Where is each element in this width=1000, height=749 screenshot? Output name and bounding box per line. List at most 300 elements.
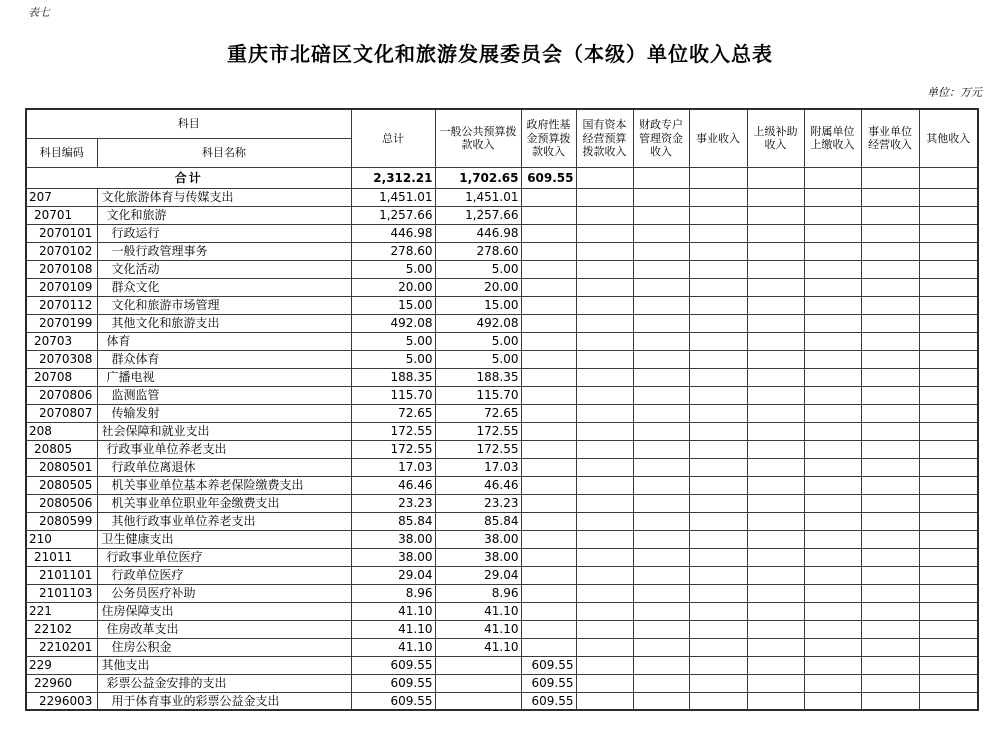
value-cell-col8 bbox=[861, 260, 919, 278]
value-cell-col4 bbox=[633, 167, 689, 188]
table-row bbox=[26, 494, 978, 512]
value-cell-col6 bbox=[747, 206, 804, 224]
table-row bbox=[26, 206, 978, 224]
value-cell-col4 bbox=[633, 296, 689, 314]
value-cell-col1: 172.55 bbox=[435, 440, 521, 458]
value-cell-col5 bbox=[689, 422, 747, 440]
value-cell-col1: 5.00 bbox=[435, 350, 521, 368]
value-cell-col8 bbox=[861, 404, 919, 422]
value-cell-col0: 609.55 bbox=[351, 656, 435, 674]
value-cell-col5 bbox=[689, 656, 747, 674]
value-cell-col3 bbox=[576, 440, 633, 458]
value-cell-col1: 15.00 bbox=[435, 296, 521, 314]
value-cell-col3 bbox=[576, 656, 633, 674]
value-cell-col5 bbox=[689, 458, 747, 476]
subject-code-cell: 2070101 bbox=[26, 224, 97, 242]
table-row bbox=[26, 530, 978, 548]
value-cell-col6 bbox=[747, 404, 804, 422]
value-cell-col0: 20.00 bbox=[351, 278, 435, 296]
value-cell-col5 bbox=[689, 188, 747, 206]
value-cell-col2 bbox=[521, 242, 576, 260]
value-cell-col9 bbox=[919, 440, 978, 458]
value-cell-col4 bbox=[633, 458, 689, 476]
value-cell-col9 bbox=[919, 260, 978, 278]
value-cell-col5 bbox=[689, 386, 747, 404]
value-cell-col0: 46.46 bbox=[351, 476, 435, 494]
value-cell-col3 bbox=[576, 386, 633, 404]
value-cell-col6 bbox=[747, 656, 804, 674]
subject-name-header: 科目名称 bbox=[97, 138, 351, 167]
value-cell-col2 bbox=[521, 404, 576, 422]
value-cell-col6 bbox=[747, 260, 804, 278]
subject-code-cell: 20708 bbox=[26, 368, 97, 386]
value-cell-col1: 278.60 bbox=[435, 242, 521, 260]
value-cell-col6 bbox=[747, 692, 804, 710]
subject-code-cell: 2296003 bbox=[26, 692, 97, 710]
value-cell-col8 bbox=[861, 548, 919, 566]
value-cell-col1: 29.04 bbox=[435, 566, 521, 584]
subject-name-cell: 行政运行 bbox=[97, 224, 351, 242]
value-cell-col2 bbox=[521, 602, 576, 620]
value-cell-col7 bbox=[804, 476, 861, 494]
value-cell-col6 bbox=[747, 458, 804, 476]
value-cell-col6 bbox=[747, 512, 804, 530]
value-cell-col7 bbox=[804, 530, 861, 548]
value-column-header-3: 国有资本经营预算拨款收入 bbox=[576, 109, 633, 167]
value-cell-col6 bbox=[747, 584, 804, 602]
subject-name-cell: 住房保障支出 bbox=[97, 602, 351, 620]
value-cell-col4 bbox=[633, 440, 689, 458]
value-cell-col7 bbox=[804, 167, 861, 188]
value-column-header-2: 政府性基金预算拨款收入 bbox=[521, 109, 576, 167]
value-cell-col3 bbox=[576, 458, 633, 476]
value-cell-col4 bbox=[633, 224, 689, 242]
value-cell-col5 bbox=[689, 404, 747, 422]
value-cell-col7 bbox=[804, 458, 861, 476]
subject-name-cell: 卫生健康支出 bbox=[97, 530, 351, 548]
table-row bbox=[26, 404, 978, 422]
subject-code-cell: 2070109 bbox=[26, 278, 97, 296]
value-cell-col9 bbox=[919, 404, 978, 422]
value-cell-col2 bbox=[521, 206, 576, 224]
value-cell-col7 bbox=[804, 674, 861, 692]
value-cell-col0: 278.60 bbox=[351, 242, 435, 260]
value-cell-col8 bbox=[861, 494, 919, 512]
value-cell-col7 bbox=[804, 386, 861, 404]
subject-name-cell: 其他支出 bbox=[97, 656, 351, 674]
value-cell-col1: 5.00 bbox=[435, 260, 521, 278]
value-cell-col2: 609.55 bbox=[521, 656, 576, 674]
value-cell-col3 bbox=[576, 584, 633, 602]
value-cell-col8 bbox=[861, 656, 919, 674]
unit-note: 单位：万元 bbox=[927, 86, 982, 99]
value-cell-col4 bbox=[633, 476, 689, 494]
value-cell-col4 bbox=[633, 404, 689, 422]
table-row bbox=[26, 458, 978, 476]
value-cell-col1: 85.84 bbox=[435, 512, 521, 530]
table-number-label: 表七 bbox=[28, 6, 50, 19]
value-cell-col8 bbox=[861, 674, 919, 692]
value-cell-col3 bbox=[576, 368, 633, 386]
value-cell-col9 bbox=[919, 350, 978, 368]
value-cell-col6 bbox=[747, 314, 804, 332]
value-cell-col9 bbox=[919, 188, 978, 206]
value-cell-col6 bbox=[747, 422, 804, 440]
value-cell-col7 bbox=[804, 638, 861, 656]
table-row bbox=[26, 296, 978, 314]
subject-name-cell: 文化旅游体育与传媒支出 bbox=[97, 188, 351, 206]
subject-code-cell: 2070807 bbox=[26, 404, 97, 422]
value-cell-col0: 41.10 bbox=[351, 638, 435, 656]
value-cell-col0: 41.10 bbox=[351, 620, 435, 638]
table-row bbox=[26, 656, 978, 674]
value-cell-col4 bbox=[633, 332, 689, 350]
value-cell-col9 bbox=[919, 656, 978, 674]
value-cell-col2 bbox=[521, 476, 576, 494]
value-cell-col4 bbox=[633, 368, 689, 386]
value-cell-col5 bbox=[689, 296, 747, 314]
value-cell-col9 bbox=[919, 512, 978, 530]
value-cell-col3 bbox=[576, 404, 633, 422]
value-cell-col1: 8.96 bbox=[435, 584, 521, 602]
value-cell-col9 bbox=[919, 332, 978, 350]
value-cell-col6 bbox=[747, 242, 804, 260]
value-cell-col6 bbox=[747, 386, 804, 404]
value-cell-col8 bbox=[861, 476, 919, 494]
value-cell-col8 bbox=[861, 314, 919, 332]
value-cell-col3 bbox=[576, 167, 633, 188]
subject-name-cell: 用于体育事业的彩票公益金支出 bbox=[97, 692, 351, 710]
value-cell-col7 bbox=[804, 602, 861, 620]
value-cell-col7 bbox=[804, 692, 861, 710]
header-row-top bbox=[26, 109, 978, 138]
value-cell-col5 bbox=[689, 314, 747, 332]
value-cell-col6 bbox=[747, 530, 804, 548]
subject-header: 科目 bbox=[26, 109, 351, 138]
subject-name-cell: 群众文化 bbox=[97, 278, 351, 296]
value-cell-col2 bbox=[521, 296, 576, 314]
value-cell-col9 bbox=[919, 242, 978, 260]
value-cell-col4 bbox=[633, 386, 689, 404]
value-cell-col3 bbox=[576, 242, 633, 260]
value-cell-col2 bbox=[521, 386, 576, 404]
table-row bbox=[26, 440, 978, 458]
value-cell-col0: 38.00 bbox=[351, 530, 435, 548]
value-cell-col6 bbox=[747, 278, 804, 296]
value-column-header-9: 其他收入 bbox=[919, 109, 978, 167]
value-cell-col6 bbox=[747, 494, 804, 512]
value-cell-col5 bbox=[689, 512, 747, 530]
value-cell-col5 bbox=[689, 206, 747, 224]
table-row bbox=[26, 620, 978, 638]
subject-name-cell: 机关事业单位职业年金缴费支出 bbox=[97, 494, 351, 512]
value-cell-col4 bbox=[633, 656, 689, 674]
value-cell-col8 bbox=[861, 296, 919, 314]
value-cell-col6 bbox=[747, 476, 804, 494]
value-cell-col3 bbox=[576, 206, 633, 224]
subject-name-cell: 一般行政管理事务 bbox=[97, 242, 351, 260]
value-cell-col0: 115.70 bbox=[351, 386, 435, 404]
table-row bbox=[26, 242, 978, 260]
subject-code-cell: 2070102 bbox=[26, 242, 97, 260]
value-cell-col8 bbox=[861, 188, 919, 206]
value-cell-col1: 5.00 bbox=[435, 332, 521, 350]
subject-name-cell: 公务员医疗补助 bbox=[97, 584, 351, 602]
value-cell-col1: 20.00 bbox=[435, 278, 521, 296]
value-cell-col7 bbox=[804, 242, 861, 260]
subject-code-header: 科目编码 bbox=[26, 138, 97, 167]
value-cell-col1: 492.08 bbox=[435, 314, 521, 332]
value-cell-col6 bbox=[747, 638, 804, 656]
subject-name-cell: 群众体育 bbox=[97, 350, 351, 368]
value-cell-col9 bbox=[919, 368, 978, 386]
value-cell-col0: 492.08 bbox=[351, 314, 435, 332]
subject-name-cell: 行政事业单位医疗 bbox=[97, 548, 351, 566]
value-cell-col1: 172.55 bbox=[435, 422, 521, 440]
value-cell-col2: 609.55 bbox=[521, 674, 576, 692]
value-cell-col5 bbox=[689, 638, 747, 656]
value-cell-col7 bbox=[804, 332, 861, 350]
value-cell-col3 bbox=[576, 278, 633, 296]
subject-code-cell: 2080599 bbox=[26, 512, 97, 530]
value-cell-col4 bbox=[633, 422, 689, 440]
value-cell-col4 bbox=[633, 278, 689, 296]
value-cell-col7 bbox=[804, 404, 861, 422]
value-cell-col2: 609.55 bbox=[521, 167, 576, 188]
value-cell-col2 bbox=[521, 224, 576, 242]
value-cell-col3 bbox=[576, 224, 633, 242]
value-cell-col5 bbox=[689, 674, 747, 692]
value-cell-col4 bbox=[633, 692, 689, 710]
value-cell-col3 bbox=[576, 548, 633, 566]
value-cell-col1 bbox=[435, 656, 521, 674]
table-row bbox=[26, 602, 978, 620]
value-cell-col3 bbox=[576, 674, 633, 692]
value-cell-col0: 29.04 bbox=[351, 566, 435, 584]
value-cell-col7 bbox=[804, 206, 861, 224]
total-row bbox=[26, 167, 978, 188]
value-cell-col5 bbox=[689, 368, 747, 386]
table-row bbox=[26, 674, 978, 692]
value-cell-col1: 1,702.65 bbox=[435, 167, 521, 188]
value-cell-col2 bbox=[521, 278, 576, 296]
value-cell-col5 bbox=[689, 476, 747, 494]
value-cell-col4 bbox=[633, 602, 689, 620]
value-cell-col3 bbox=[576, 188, 633, 206]
value-cell-col3 bbox=[576, 332, 633, 350]
value-cell-col4 bbox=[633, 350, 689, 368]
value-cell-col9 bbox=[919, 638, 978, 656]
value-cell-col4 bbox=[633, 494, 689, 512]
value-cell-col6 bbox=[747, 296, 804, 314]
value-cell-col9 bbox=[919, 386, 978, 404]
table-row bbox=[26, 278, 978, 296]
value-cell-col3 bbox=[576, 296, 633, 314]
value-cell-col9 bbox=[919, 167, 978, 188]
value-cell-col8 bbox=[861, 440, 919, 458]
value-cell-col0: 72.65 bbox=[351, 404, 435, 422]
value-cell-col3 bbox=[576, 602, 633, 620]
subject-code-cell: 2080505 bbox=[26, 476, 97, 494]
value-column-header-1: 一般公共预算拨款收入 bbox=[435, 109, 521, 167]
value-cell-col0: 8.96 bbox=[351, 584, 435, 602]
value-cell-col9 bbox=[919, 620, 978, 638]
value-cell-col1: 115.70 bbox=[435, 386, 521, 404]
value-cell-col7 bbox=[804, 296, 861, 314]
value-cell-col1: 23.23 bbox=[435, 494, 521, 512]
table-row bbox=[26, 260, 978, 278]
subject-name-cell: 社会保障和就业支出 bbox=[97, 422, 351, 440]
value-cell-col8 bbox=[861, 386, 919, 404]
subject-name-cell: 住房改革支出 bbox=[97, 620, 351, 638]
value-cell-col1: 188.35 bbox=[435, 368, 521, 386]
value-cell-col4 bbox=[633, 260, 689, 278]
value-cell-col4 bbox=[633, 620, 689, 638]
value-cell-col7 bbox=[804, 368, 861, 386]
value-cell-col8 bbox=[861, 602, 919, 620]
table-row bbox=[26, 566, 978, 584]
value-cell-col3 bbox=[576, 512, 633, 530]
subject-code-cell: 2070112 bbox=[26, 296, 97, 314]
value-cell-col1: 38.00 bbox=[435, 530, 521, 548]
table-row bbox=[26, 368, 978, 386]
table-row bbox=[26, 332, 978, 350]
value-column-header-7: 附属单位上缴收入 bbox=[804, 109, 861, 167]
subject-name-cell: 文化和旅游市场管理 bbox=[97, 296, 351, 314]
subject-code-cell: 2070806 bbox=[26, 386, 97, 404]
value-cell-col1: 41.10 bbox=[435, 620, 521, 638]
value-cell-col7 bbox=[804, 422, 861, 440]
subject-code-cell: 20703 bbox=[26, 332, 97, 350]
value-cell-col0: 1,257.66 bbox=[351, 206, 435, 224]
value-cell-col2 bbox=[521, 314, 576, 332]
value-cell-col0: 172.55 bbox=[351, 422, 435, 440]
subject-name-cell: 行政事业单位养老支出 bbox=[97, 440, 351, 458]
value-cell-col3 bbox=[576, 350, 633, 368]
value-cell-col2 bbox=[521, 566, 576, 584]
value-cell-col3 bbox=[576, 620, 633, 638]
value-cell-col2 bbox=[521, 638, 576, 656]
value-cell-col2 bbox=[521, 512, 576, 530]
subject-code-cell: 221 bbox=[26, 602, 97, 620]
value-cell-col4 bbox=[633, 188, 689, 206]
value-cell-col7 bbox=[804, 188, 861, 206]
value-cell-col7 bbox=[804, 440, 861, 458]
value-cell-col6 bbox=[747, 440, 804, 458]
value-cell-col7 bbox=[804, 494, 861, 512]
table-row bbox=[26, 638, 978, 656]
subject-code-cell: 210 bbox=[26, 530, 97, 548]
value-cell-col1 bbox=[435, 692, 521, 710]
income-summary-table bbox=[25, 108, 979, 711]
value-cell-col2 bbox=[521, 422, 576, 440]
value-cell-col7 bbox=[804, 314, 861, 332]
table-row bbox=[26, 350, 978, 368]
value-cell-col1: 41.10 bbox=[435, 602, 521, 620]
value-cell-col0: 85.84 bbox=[351, 512, 435, 530]
value-cell-col9 bbox=[919, 206, 978, 224]
total-label-cell: 合计 bbox=[26, 167, 351, 188]
value-cell-col8 bbox=[861, 620, 919, 638]
value-cell-col5 bbox=[689, 584, 747, 602]
value-cell-col8 bbox=[861, 242, 919, 260]
value-cell-col4 bbox=[633, 566, 689, 584]
value-cell-col6 bbox=[747, 224, 804, 242]
value-cell-col2 bbox=[521, 350, 576, 368]
value-cell-col9 bbox=[919, 422, 978, 440]
value-cell-col0: 2,312.21 bbox=[351, 167, 435, 188]
subject-code-cell: 2070199 bbox=[26, 314, 97, 332]
value-cell-col9 bbox=[919, 566, 978, 584]
subject-code-cell: 2080506 bbox=[26, 494, 97, 512]
value-cell-col9 bbox=[919, 494, 978, 512]
value-cell-col5 bbox=[689, 530, 747, 548]
value-cell-col5 bbox=[689, 224, 747, 242]
value-cell-col5 bbox=[689, 242, 747, 260]
subject-code-cell: 21011 bbox=[26, 548, 97, 566]
value-cell-col3 bbox=[576, 476, 633, 494]
subject-name-cell: 文化和旅游 bbox=[97, 206, 351, 224]
subject-code-cell: 2210201 bbox=[26, 638, 97, 656]
value-cell-col2 bbox=[521, 548, 576, 566]
value-cell-col0: 446.98 bbox=[351, 224, 435, 242]
value-cell-col2 bbox=[521, 494, 576, 512]
value-cell-col2 bbox=[521, 530, 576, 548]
subject-name-cell: 广播电视 bbox=[97, 368, 351, 386]
subject-name-cell: 行政单位离退休 bbox=[97, 458, 351, 476]
value-cell-col5 bbox=[689, 602, 747, 620]
value-column-header-5: 事业收入 bbox=[689, 109, 747, 167]
value-cell-col7 bbox=[804, 584, 861, 602]
value-cell-col4 bbox=[633, 242, 689, 260]
value-cell-col6 bbox=[747, 674, 804, 692]
value-cell-col9 bbox=[919, 296, 978, 314]
value-cell-col8 bbox=[861, 692, 919, 710]
value-cell-col9 bbox=[919, 602, 978, 620]
subject-name-cell: 其他行政事业单位养老支出 bbox=[97, 512, 351, 530]
value-cell-col1: 1,451.01 bbox=[435, 188, 521, 206]
subject-code-cell: 20701 bbox=[26, 206, 97, 224]
subject-name-cell: 传输发射 bbox=[97, 404, 351, 422]
subject-code-cell: 208 bbox=[26, 422, 97, 440]
value-cell-col9 bbox=[919, 692, 978, 710]
value-cell-col1: 446.98 bbox=[435, 224, 521, 242]
value-cell-col2 bbox=[521, 332, 576, 350]
value-cell-col6 bbox=[747, 332, 804, 350]
value-cell-col7 bbox=[804, 512, 861, 530]
value-cell-col8 bbox=[861, 350, 919, 368]
value-cell-col9 bbox=[919, 674, 978, 692]
table-header bbox=[26, 109, 978, 167]
value-cell-col2 bbox=[521, 368, 576, 386]
value-cell-col5 bbox=[689, 620, 747, 638]
table-row bbox=[26, 188, 978, 206]
value-cell-col1 bbox=[435, 674, 521, 692]
subject-code-cell: 22102 bbox=[26, 620, 97, 638]
value-cell-col6 bbox=[747, 188, 804, 206]
value-cell-col5 bbox=[689, 494, 747, 512]
value-column-header-6: 上级补助收入 bbox=[747, 109, 804, 167]
value-cell-col0: 15.00 bbox=[351, 296, 435, 314]
value-cell-col2: 609.55 bbox=[521, 692, 576, 710]
subject-name-cell: 文化活动 bbox=[97, 260, 351, 278]
value-cell-col9 bbox=[919, 548, 978, 566]
value-cell-col6 bbox=[747, 167, 804, 188]
subject-name-cell: 住房公积金 bbox=[97, 638, 351, 656]
subject-code-cell: 2070108 bbox=[26, 260, 97, 278]
value-cell-col0: 23.23 bbox=[351, 494, 435, 512]
value-cell-col0: 38.00 bbox=[351, 548, 435, 566]
